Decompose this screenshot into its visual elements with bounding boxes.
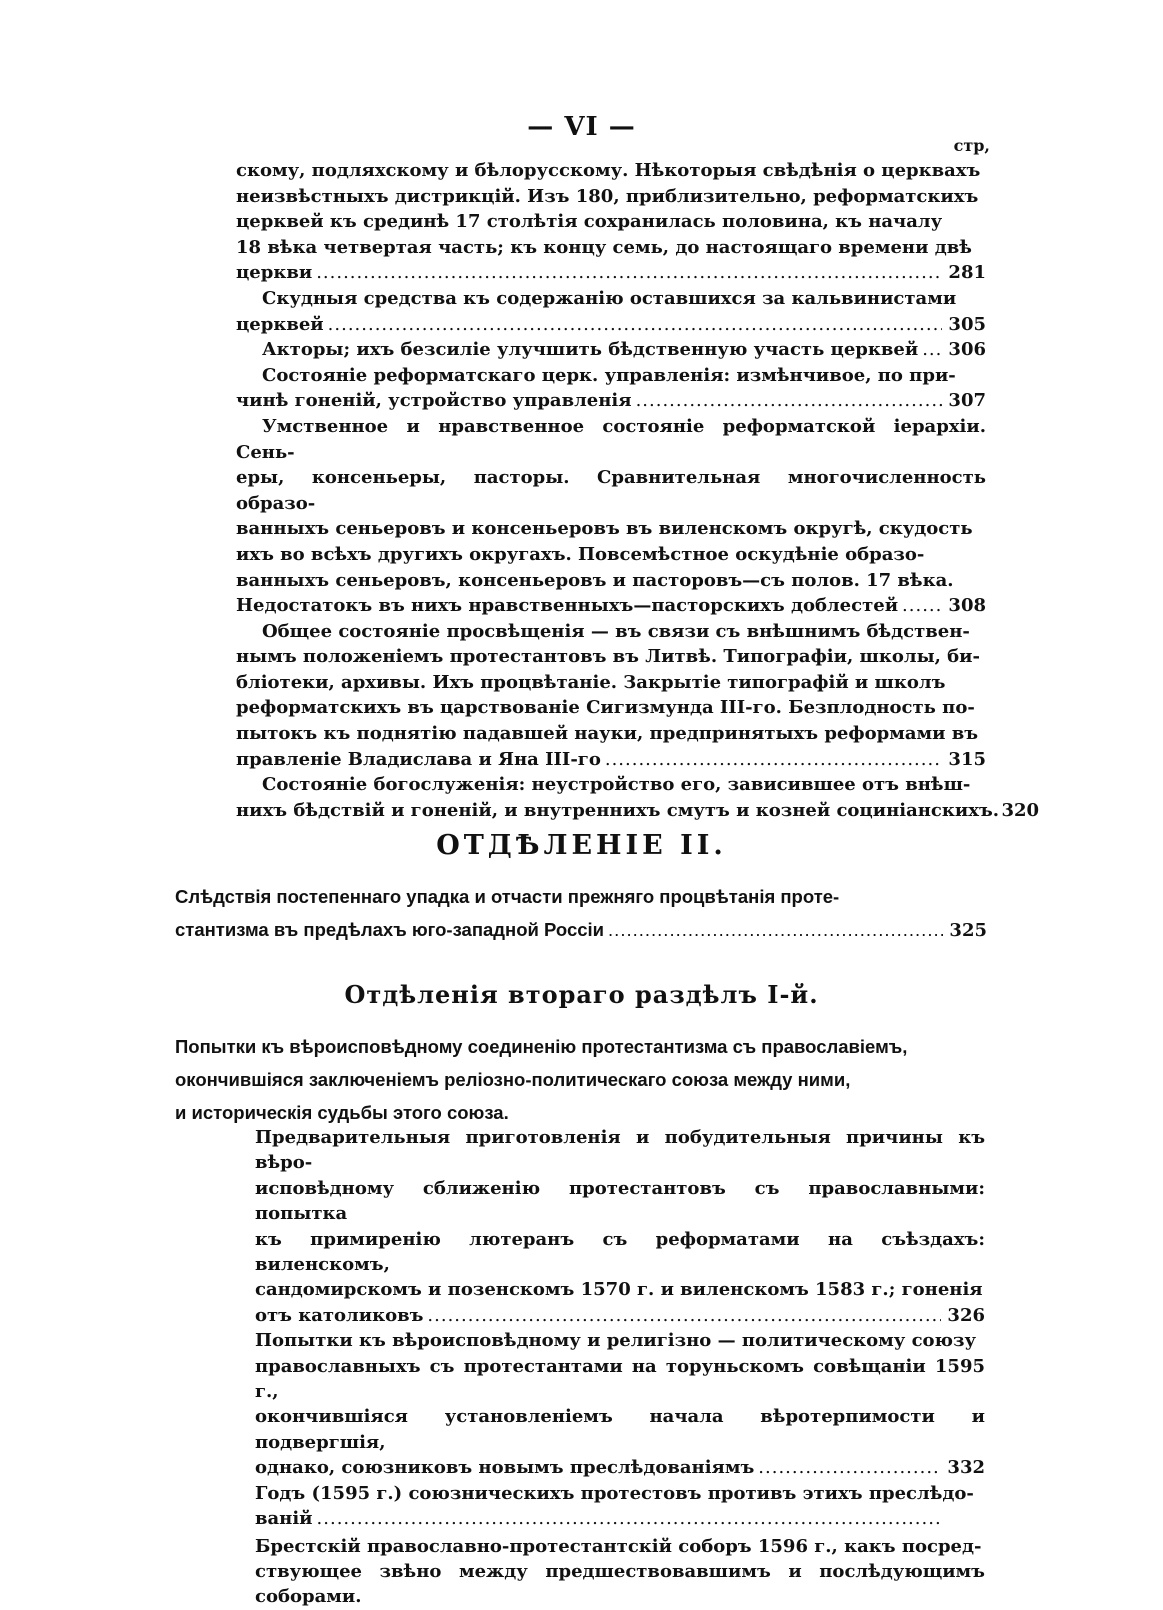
entry-last-line <box>236 798 1040 824</box>
section-heading-last-line <box>175 913 987 947</box>
entry-label: ваній <box>255 1508 313 1530</box>
entry-last-line <box>236 593 986 619</box>
entry-line: ствующее звѣно между предшествовавшимъ и послѣдующимъ соборами. <box>255 1560 985 1608</box>
section-heading-label: стантизма въ предѣлахъ юго-западной Россіи <box>175 919 605 940</box>
subsection-heading-line: и историческія судьбы этого союза. <box>175 1102 509 1123</box>
entry-line: Умственное и нравственное состояніе реформатской іерархіи. Сень- <box>236 415 986 463</box>
section-heading <box>175 880 987 947</box>
entry-page: 320 <box>1001 799 1040 821</box>
entry-line: исповѣдному сближенію протестантовъ съ православными: попытка <box>255 1177 985 1225</box>
entry-line: ванныхъ сеньеровъ, консеньеровъ и пасторовъ—съ полов. 17 вѣка. <box>236 569 954 591</box>
entry-page: 332 <box>947 1457 985 1479</box>
entry-line: Годъ (1595 г.) союзническихъ протестовъ противъ этихъ преслѣдо- <box>255 1482 974 1504</box>
leader-dots <box>316 260 942 286</box>
entry-label: Акторы; ихъ безсиліе улучшить бѣдственную участь церквей <box>262 339 919 361</box>
entry-label: отъ католиковъ <box>255 1304 424 1326</box>
subsection-heading <box>175 1030 987 1129</box>
leader-dots <box>608 913 943 946</box>
toc-entry <box>255 1481 985 1532</box>
entry-label: чинѣ гоненій, устройство управленія <box>236 390 632 412</box>
entry-last-line <box>236 388 986 414</box>
entry-line: Брестскій православно-протестантскій соборъ 1596 г., какъ посред- <box>255 1535 982 1557</box>
entry-line: Состояніе реформатскаго церк. управленія: измѣнчивое, по при- <box>262 364 956 386</box>
entry-page: 306 <box>948 339 986 361</box>
entry-label: церквей <box>236 313 324 335</box>
entry-last-line <box>255 1455 985 1480</box>
entry-last-line <box>236 337 986 363</box>
entry-line: 18 вѣка четвертая часть; къ концу семь, до настоящаго времени двѣ <box>236 236 972 258</box>
leader-dots <box>922 337 942 363</box>
entry-label: правленіе Владислава и Яна III-го <box>236 748 601 770</box>
entry-page: 307 <box>948 390 986 412</box>
leader-dots <box>328 312 942 338</box>
toc-entry <box>236 286 986 337</box>
entry-label: Недостатокъ въ нихъ нравственныхъ—пасторскихъ доблестей <box>236 595 899 617</box>
entry-line: реформатскихъ въ царствованіе Сигизмунда III-го. Безплодность по- <box>236 697 975 719</box>
section-heading-page: 325 <box>949 920 987 941</box>
leader-dots <box>636 388 942 414</box>
entry-line: Предварительныя приготовленія и побудительныя причины къ вѣро- <box>255 1127 985 1174</box>
entry-line: нымъ положеніемъ протестантовъ въ Литвѣ. Типографіи, школы, би- <box>236 646 980 668</box>
entry-line: Скудныя средства къ содержанію оставшихся за кальвинистами <box>262 287 957 309</box>
entry-line: окончившіяся установленіемъ начала вѣротерпимости и подвергшія, <box>255 1406 985 1453</box>
subsection-heading-line: окончившіяся заключеніемъ реліозно-политическаго союза между ними, <box>175 1069 851 1090</box>
entry-line: къ примиренію лютеранъ съ реформатами на съѣздахъ: виленскомъ, <box>255 1228 985 1276</box>
entry-label: однако, союзниковъ новымъ преслѣдованіямъ <box>255 1457 755 1479</box>
entry-line: церквей къ срединѣ 17 столѣтія сохранилась половина, къ началу <box>236 211 943 233</box>
subsection-heading-line: Попытки къ вѣроисповѣдному соединенію протестантизма съ православіемъ, <box>175 1036 908 1057</box>
entry-last-line <box>255 1303 985 1328</box>
entry-line: православныхъ съ протестантами на торуньскомъ совѣщаніи 1595 г., <box>255 1355 985 1403</box>
toc-list-part2 <box>255 1125 985 1610</box>
leader-dots <box>902 593 942 619</box>
toc-entry <box>236 414 986 619</box>
entry-label: нихъ бѣдствій и гоненій, и внутреннихъ смутъ и козней социніанскихъ. <box>236 799 1000 821</box>
leader-dots <box>317 1506 941 1531</box>
toc-entry <box>236 619 986 773</box>
entry-page: 305 <box>948 313 986 335</box>
toc-entry <box>255 1125 985 1328</box>
entry-page: 308 <box>948 595 986 617</box>
entry-line: пытокъ къ поднятію падавшей науки, предпринятыхъ реформами въ <box>236 723 979 745</box>
entry-line: бліотеки, архивы. Ихъ процвѣтаніе. Закрытіе типографій и школъ <box>236 671 946 693</box>
entry-last-line <box>236 747 986 773</box>
toc-entry <box>236 158 986 286</box>
entry-line: сандомирскомъ и позенскомъ 1570 г. и виленскомъ 1583 г.; гоненія <box>255 1279 983 1301</box>
page-number: — VI — <box>527 112 636 142</box>
entry-line: неизвѣстныхъ дистрикцій. Изъ 180, приблизительно, реформатскихъ <box>236 185 979 207</box>
toc-entry <box>236 772 1040 823</box>
leader-dots <box>605 747 942 773</box>
toc-entry <box>236 337 986 363</box>
leader-dots <box>427 1303 941 1328</box>
entry-last-line <box>236 312 986 338</box>
entry-page: 315 <box>948 748 986 770</box>
entry-line: ванныхъ сеньеровъ и консеньеровъ въ виленскомъ округѣ, скудость <box>236 518 973 540</box>
section-title: ОТДѢЛЕНІЕ II. <box>436 830 727 861</box>
entry-last-line <box>255 1506 985 1531</box>
toc-entry <box>255 1534 985 1610</box>
entry-line: Попытки къ вѣроисповѣдному и религізно — политическому союзу <box>255 1330 977 1352</box>
entry-line: еры, консеньеры, пасторы. Сравнительная многочисленность образо- <box>236 467 986 514</box>
leader-dots <box>758 1455 941 1480</box>
entry-line: Общее состояніе просвѣщенія — въ связи съ внѣшнимъ бѣдствен- <box>262 620 970 642</box>
entry-line: ихъ во всѣхъ другихъ округахъ. Повсемѣстное оскудѣніе образо- <box>236 543 925 565</box>
entry-page: 281 <box>948 262 986 284</box>
entry-label: церкви <box>236 262 313 284</box>
page-column-label: стр, <box>953 136 990 155</box>
toc-list-part1 <box>236 158 1040 823</box>
entry-page: 326 <box>947 1304 985 1326</box>
entry-line: скому, подляхскому и бѣлорусскому. Нѣкоторыя свѣдѣнія о церквахъ <box>236 160 981 181</box>
entry-line: Состояніе богослуженія: неустройство его, зависившее отъ внѣш- <box>262 774 971 796</box>
subsection-title: Отдѣленія втораго раздѣлъ I-й. <box>344 980 819 1009</box>
entry-last-line <box>236 260 986 286</box>
section-heading-line: Слѣдствія постепеннаго упадка и отчасти прежняго процвѣтанія проте- <box>175 886 840 907</box>
toc-entry <box>236 363 986 414</box>
toc-entry <box>255 1328 985 1480</box>
